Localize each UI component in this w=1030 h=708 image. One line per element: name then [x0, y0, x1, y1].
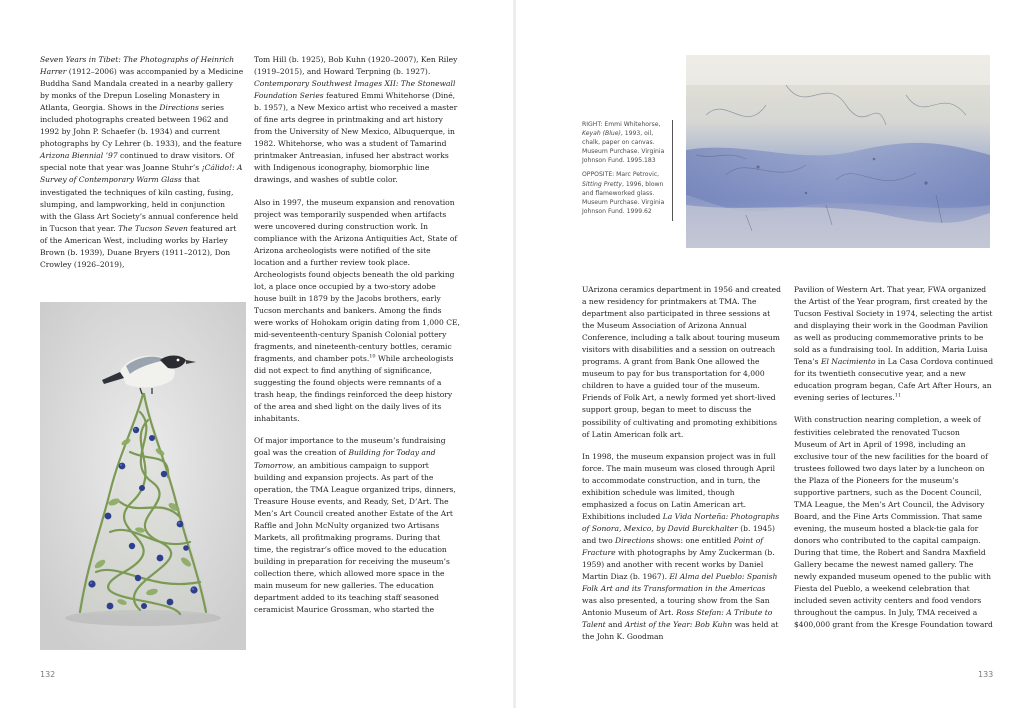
left-col1-paragraph: Seven Years in Tibet: The Photographs of Heinrich Harrer (1912–2006) was accompanied by a Medicine Buddha Sand Mandala created in a nearby gallery by monks of the Drepun Loseling Monastery in Atlanta, Georgia. Shows in the Directions series included photographs created between 1962 and 1992 by John P. Schaefer (b. 1934) and current photographs by Cy Lehrer (b. 1933), and the feature Arizona Biennial ’97 continued to draw visitors. Of special note that year was Joanne Stuhr’s ¡Cálido!: A Survey of Contemporary Warm Glass that investigated the techniques of kiln casting, fusing, slumping, and lampworking, held in conjunction with the Glass Art Society’s annual conference held in Tucson that year. The Tucson Seven featured art of the American West, including works by Harley Brown (b. 1939), Duane Bryers (1911–2012), Don Crowley (1926–2019), — [40, 55, 244, 269]
right-column-2 — [794, 284, 994, 641]
left-page — [0, 0, 514, 708]
right-column-1 — [582, 284, 782, 653]
left-col2-paragraph-1: Tom Hill (b. 1925), Bob Kuhn (1920–2007), Ken Riley (1919–2015), and Howard Terpning (b. 1927). Contemporary Southwest Images XII: The Stonewall Foundation Series featured Emmi Whitehorse (Diné, b. 1957), a New Mexico artist who received a master of fine arts degree in printmaking and art history from the University of New Mexico, Albuquerque, in 1982. Whitehorse, who was a student of Tamarind printmaker Antreasian, infused her abstract works with Indigenous iconography, biomorphic line drawings, and washes of subtle color. — [254, 55, 458, 185]
painting-photo — [686, 55, 990, 248]
painting-illustration — [686, 55, 990, 248]
figure-captions — [582, 120, 673, 221]
page-number-left: 132 — [40, 670, 56, 679]
left-column-1 — [40, 54, 244, 281]
left-col2-paragraph-3: Of major importance to the museum’s fundraising goal was the creation of Building for Today and Tomorrow, an ambitious campaign to support building and expansion projects. As part of the operation, the TMA League organized trips, dinners, Treasure House events, and Ready, Set, D’Art. The Men’s Art Council created another Estate of the Art Raffle and John McNulty organized two Artisans Markets, all profitmaking programs. During that time, the registrar’s office moved to the education building in preparation for receiving the museum’s collection there, which allowed more space in the main museum for new galleries. The education department added to its teaching staff seasoned ceramicist Maurice Grossman, who started the — [254, 436, 456, 615]
caption-opposite: OPPOSITE: Marc Petrovic, Sitting Pretty, 1996, blown and flameworked glass. Museum Purchase. Virginia Johnson Fund. 1999.62 — [582, 171, 665, 215]
left-col2-paragraph-2: Also in 1997, the museum expansion and renovation project was temporarily suspended when artifacts were uncovered during construction work. In compliance with the Arizona Antiquities Act, State of Arizona archeologists were notified of the site location and a further review took place. Archeologists found objects beneath the old parking lot, a place once occupied by a two-story adobe house built in 1879 by the Jacobs brothers, early Tucson merchants and bankers. Among the finds were works of Hohokam origin dating from 1,000 CE, mid-seventeenth-century Spanish Colonial pottery fragments, and nineteenth-century bottles, ceramic fragments, and chamber pots.$^{10}$ While archeologists did not expect to find anything of significance, suggesting the found objects were remnants of a trash heap, the findings reinforced the deep history of the area and shed light on the daily lives of its inhabitants. — [254, 197, 460, 424]
page-number-right: 133 — [978, 670, 994, 679]
sculpture-photo — [40, 302, 246, 650]
left-column-2 — [254, 54, 460, 626]
sculpture-illustration — [40, 302, 246, 650]
right-col1-paragraph-2: In 1998, the museum expansion project was in full force. The main museum was closed through April to accommodate construction, and in turn, the exhibition schedule was limited, though emphasized a focus on Latin American art. Exhibitions included La Vida Norteña: Photographs of Sonora, Mexico, by David Burckhalter (b. 1945) and two Directions shows: one entitled Point of Fracture with photographs by Amy Zuckerman (b. 1959) and another with recent works by Daniel Martin Diaz (b. 1967). El Alma del Pueblo: Spanish Folk Art and its Transformation in the Americas was also presented, a touring show from the San Antonio Museum of Art. Ross Stefan: A Tribute to Talent and Artist of the Year: Bob Kuhn was held at the John K. Goodman — [582, 451, 780, 642]
right-col2-paragraph-1: Pavilion of Western Art. That year, FWA organized the Artist of the Year program, first created by the Tucson Festival Society in 1974, selecting the artist and displaying their work in the Goodman Pavilion as well as producing commemorative prints to be sold as a fundraising tool. In addition, Maria Luisa Tena’s El Nacimiento in La Casa Cordova continued for its twentieth consecutive year, and a new education program began, Cafe Art After Hours, an evening series of lectures.$^{11}$ — [794, 285, 994, 403]
caption-right: RIGHT: Emmi Whitehorse, Keyah (Blue), 1993, oil, chalk, paper on canvas. Museum Purchase. Virginia Johnson Fund. 1995.183 — [582, 121, 665, 165]
right-col2-paragraph-2: With construction nearing completion, a week of festivities celebrated the renovated Tucson Museum of Art in April of 1998, including an exclusive tour of the new facilities for the board of trustees followed two days later by a luncheon on the Plaza of the Pioneers for the museum’s supportive partners, such as the Docent Council, TMA League, the Men’s Art Council, the Advisory Board, and the Fine Arts Commission. That same evening, the museum hosted a black-tie gala for donors who contributed to the capital campaign. During that time, the Robert and Sandra Maxfield Gallery became the newest named gallery. The newly expanded museum opened to the public with Fiesta del Pueblo, a weekend celebration that included seven activity centers and food vendors throughout the campus. In July, TMA received a $400,000 grant from the Kresge Foundation toward — [794, 415, 993, 630]
right-col1-paragraph-1: UArizona ceramics department in 1956 and created a new residency for printmakers at TMA. The department also participated in three sessions at the Museum Association of Arizona Annual Conference, including a talk about touring museum visitors with disabilities and a session on outreach programs. A grant from Bank One allowed the museum to pay for bus transportation for 4,000 children to have a guided tour of the museum. Friends of Folk Art, a newly formed yet short-lived support group, began to meet to discuss the possibility of cultivating and promoting exhibitions of Latin American folk art. — [582, 285, 781, 439]
